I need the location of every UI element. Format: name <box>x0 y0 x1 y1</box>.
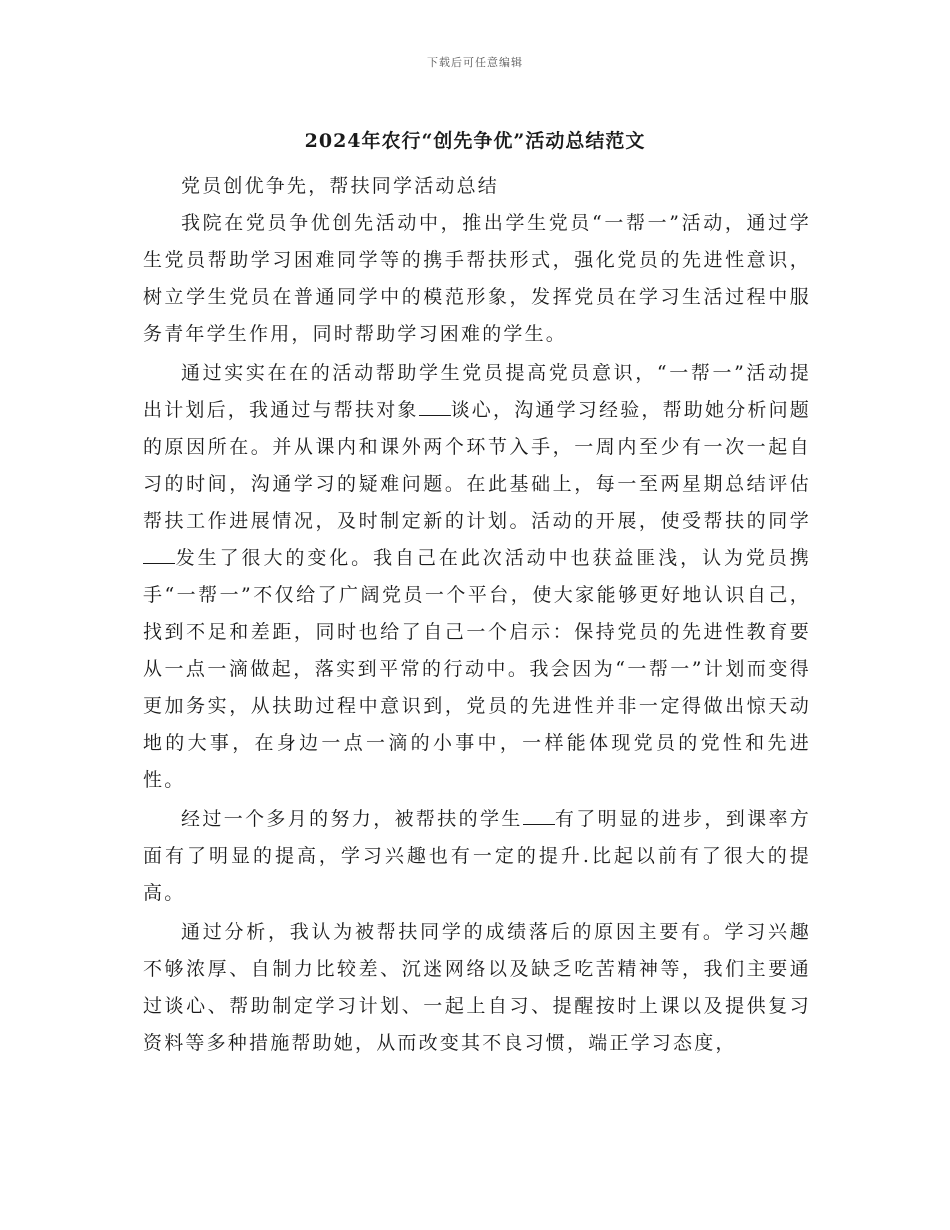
document-body <box>143 168 811 1064</box>
paragraph-4: 通过分析，我认为被帮扶同学的成绩落后的原因主要有。学习兴趣不够浓厚、自制力比较差、沉迷网络以及缺乏吃苦精神等，我们主要通过谈心、帮助制定学习计划、一起上自习、提醒按时上课以及提供复习资料等多种措施帮助她，从而改变其不良习惯，端正学习态度， <box>143 921 811 1054</box>
paragraph-3-part-b: 有了明显的进步，到课率方面有了明显的提高，学习兴趣也有一定的提升.比起以前有了很大的提高。 <box>143 808 812 904</box>
paragraph-2-part-a: 通过实实在在的活动帮助学生党员提高党员意识，“一帮一”活动提出计划后，我通过与帮扶对象 <box>143 362 811 421</box>
paragraph-2-part-c: 发生了很大的变化。我自己在此次活动中也获益匪浅，认为党员携手“一帮一”不仅给了广阔党员一个平台，使大家能够更好地认识自己，找到不足和差距，同时也给了自己一个启示：保持党员的先进性教育要从一点一滴做起，落实到平常的行动中。我会因为“一帮一”计划而变得更加务实，从扶助过程中意识到，党员的先进性并非一定得做出惊天动地的大事，在身边一点一滴的小事中，一样能体现党员的党性和先进性。 <box>143 547 811 791</box>
blank-underline <box>419 399 451 416</box>
paragraph-3-part-a: 经过一个多月的努力，被帮扶的学生 <box>181 808 523 830</box>
paragraph-2-part-b: 谈心，沟通学习经验，帮助她分析问题的原因所在。并从课内和课外两个环节入手，一周内至少有一次一起自习的时间，沟通学习的疑难问题。在此基础上，每一至两星期总结评估帮扶工作进展情况，及时制定新的计划。活动的开展，使受帮扶的同学 <box>143 399 812 532</box>
paragraph-3 <box>143 801 811 912</box>
document-title: 2024年农行“创先争优”活动总结范文 <box>304 130 646 152</box>
header-note: 下载后可任意编辑 <box>427 56 523 69</box>
document-subtitle: 党员创优争先，帮扶同学活动总结 <box>181 175 500 197</box>
blank-underline <box>523 808 555 825</box>
blank-underline <box>143 547 175 564</box>
paragraph-2 <box>143 355 811 799</box>
paragraph-1: 我院在党员争优创先活动中，推出学生党员“一帮一”活动，通过学生党员帮助学习困难同学等的携手帮扶形式，强化党员的先进性意识，树立学生党员在普通同学中的模范形象，发挥党员在学习生活过程中服务青年学生作用，同时帮助学习困难的学生。 <box>143 212 811 345</box>
